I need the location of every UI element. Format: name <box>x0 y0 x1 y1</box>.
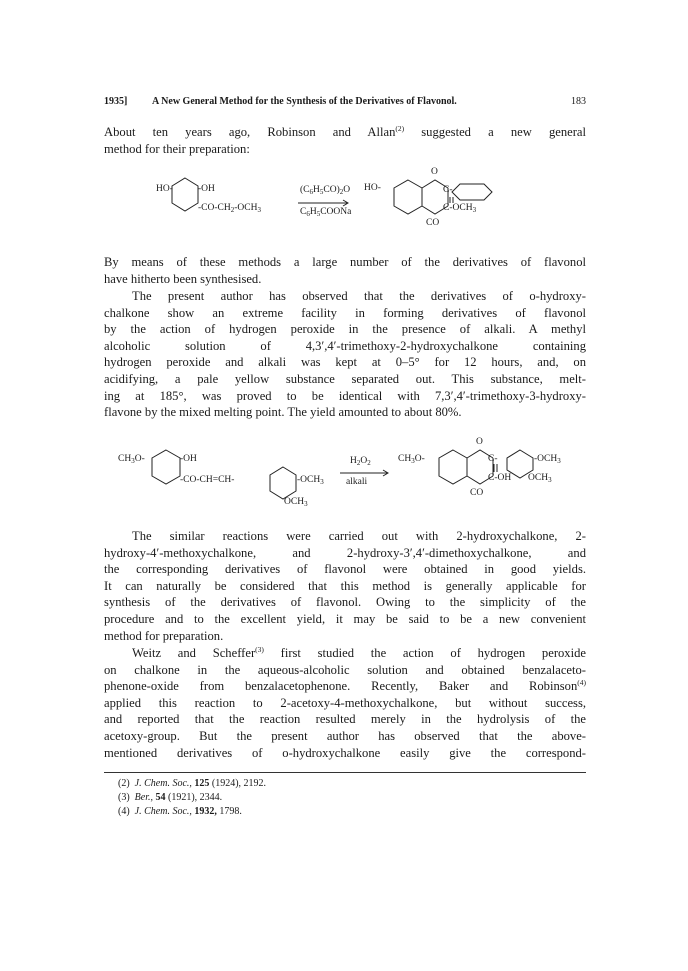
sm2-och3-bottom: OCH <box>284 497 305 507</box>
para5-line2: on chalkone in the aqueous-alcoholic solution and obtained benzalaceto- <box>104 662 586 677</box>
p1-c-label: C- <box>443 185 453 195</box>
para5-line6: acetoxy-group. But the present author has observed that the above- <box>104 728 586 743</box>
para1-line2: method for their preparation: <box>104 141 250 156</box>
running-title: A New General Method for the Synthesis of the Derivatives of Flavonol. <box>152 96 457 107</box>
para4-line5: synthesis of the derivatives of flavonol. Owing to the simplicity of the <box>104 595 586 610</box>
p2-coh-label: C-OH <box>488 473 512 483</box>
para4-line2: hydroxy-4′-methoxychalkone, and 2-hydroxy-3′,4′-dimethoxychalkone, and <box>104 545 586 560</box>
para3-line1: The present author has observed that the derivatives of o-hydroxy- <box>132 289 586 303</box>
para4-line1: The similar reactions were carried out with 2-hydroxychalkone, 2- <box>132 529 586 543</box>
footnote-number: (2) <box>118 778 130 789</box>
footnote-4 <box>118 806 242 818</box>
page-number: 183 <box>571 96 586 107</box>
para4-line7: method for preparation. <box>104 628 224 643</box>
footnote-number: (3) <box>118 792 130 803</box>
p2-co-label: CO <box>470 488 484 498</box>
para3-line7: ing at 185°, was proved to be identical with 7,3′,4′-trimethoxy-3-hydroxy- <box>104 388 586 403</box>
para2-line1: By means of these methods a large number of the derivatives of flavonol <box>104 255 586 269</box>
footnote-3 <box>118 792 222 804</box>
phenyl-ring-product1 <box>452 184 492 200</box>
paragraph-intro <box>104 124 586 157</box>
para4-line3: the corresponding derivatives of flavonol were obtained in good yields. <box>104 562 586 577</box>
para5-line4: applied this reaction to 2-acetoxy-4-methoxychalkone, but without success, <box>104 695 586 710</box>
para5-line7: mentioned derivatives of o-hydroxychalkone easily give the correspond- <box>104 745 586 760</box>
footnote-2 <box>118 778 266 790</box>
reagent2-bottom: alkali <box>346 477 368 487</box>
para3-line8: flavone by the mixed melting point. The yield amounted to about 80%. <box>104 405 462 420</box>
footnote-volume: 125 <box>194 778 210 789</box>
para1-line1-a: About ten years ago, Robinson and Allan <box>104 125 396 139</box>
para5-line5: and reported that the reaction resulted merely in the hydrolysis of the <box>104 712 586 727</box>
sm2-och3-right: -OCH <box>297 475 321 485</box>
para3-line6: acidifying, a pale yellow substance separated out. This substance, melt- <box>104 371 586 386</box>
benzene-ring-sm2-a <box>152 450 180 484</box>
benzene-ring-product2 <box>439 450 467 484</box>
footnote-ref-3: (3) <box>255 645 264 654</box>
para3-line3: by the action of hydrogen peroxide in the presence of alkali. A methyl <box>104 322 586 337</box>
p1-ho-label: HO- <box>364 183 381 193</box>
running-header <box>104 96 586 110</box>
sm1-chain2-label: -OCH <box>234 203 258 213</box>
benzene-ring-sm2-b <box>270 467 296 499</box>
footnote-ref-2: (2) <box>395 124 405 133</box>
sm1-chain-label: -CO-CH <box>198 203 231 213</box>
sm2-ch3o-label: CH <box>118 454 132 464</box>
footnote-rest: (1924), 2192. <box>209 778 267 789</box>
footnote-journal: Ber., <box>134 792 154 803</box>
p1-co-label: CO <box>426 218 440 228</box>
benzene-ring-product1 <box>394 180 422 214</box>
para5-line3-a: phenone-oxide from benzalacetophenone. Recently, Baker and Robinson <box>104 679 578 694</box>
para3-line4: alcoholic solution of 4,3′,4′-trimethoxy-2-hydroxychalkone containing <box>104 338 586 353</box>
footnote-journal: J. Chem. Soc., <box>134 806 192 817</box>
reaction-scheme-1: HO- -OH $-CO-CH_2-OCH_3$ $(C_6H_5CO)_2O$ $C_6H_5COONa$ HO- O C- $C-OCH_3$ CO <box>150 170 550 250</box>
footnote-rest: 1798. <box>216 806 242 817</box>
footnote-rest: (1921), 2344. <box>165 792 223 803</box>
sm2-chain-label: -CO-CH=CH- <box>180 475 235 485</box>
para5-line1-b: first studied the action of hydrogen peroxide <box>263 646 586 660</box>
footnote-volume: 54 <box>155 792 166 803</box>
header-year: 1935] <box>104 96 128 107</box>
footnote-number: (4) <box>118 806 130 817</box>
paragraph-observation <box>104 288 586 421</box>
footnote-volume: 1932, <box>194 806 217 817</box>
para3-line5: hydrogen peroxide and alkali was kept at 0–5° for 12 hours, and, on <box>104 355 586 370</box>
p2-c-label: C- <box>488 454 498 464</box>
p2-och3-bottom: OCH <box>528 473 549 483</box>
para1-line1-b: suggested a new general <box>404 125 587 139</box>
sm2-oh-label: -OH <box>180 454 197 464</box>
para4-line4: It can naturally be considered that this method is generally applicable for <box>104 578 586 593</box>
p2-ch3o-label: CH <box>398 454 412 464</box>
benzene-ring-sm1 <box>172 178 198 211</box>
paragraph-similar-reactions <box>104 528 586 644</box>
footnote-journal: J. Chem. Soc., <box>134 778 192 789</box>
paragraph-weitz-scheffer <box>104 645 586 761</box>
p2-och3-right: -OCH <box>534 454 558 464</box>
reaction-scheme-2: $CH_3O-$ -OH -CO-CH=CH- $-OCH_3$ $OCH_3$ $H_2O_2$ alkali $CH_3O-$ O C- C-OH CO $-OCH_3$ $OCH_3$ <box>118 440 588 520</box>
sm1-oh-label: -OH <box>198 184 215 194</box>
footnote-ref-4: (4) <box>577 678 586 688</box>
p1-ring-o-label: O <box>431 167 438 177</box>
reagent1-top: (C <box>300 185 310 195</box>
paragraph-methods <box>104 254 586 287</box>
para4-line6: procedure and to the excellent yield, it may be said to be a new convenient <box>104 611 586 626</box>
sm1-ho-label: HO- <box>156 184 173 194</box>
reagent2-top: H <box>350 456 357 466</box>
reagent1-bottom: C <box>300 207 307 217</box>
para2-line2: have hitherto been synthesised. <box>104 271 262 286</box>
footnote-rule <box>104 772 586 773</box>
para5-line1-a: Weitz and Scheffer <box>132 646 256 660</box>
p1-coch3-label: C-OCH <box>443 203 473 213</box>
para3-line2: chalkone show an extreme facility in forming derivatives of flavonol <box>104 305 586 320</box>
p2-ring-o-label: O <box>476 437 483 447</box>
